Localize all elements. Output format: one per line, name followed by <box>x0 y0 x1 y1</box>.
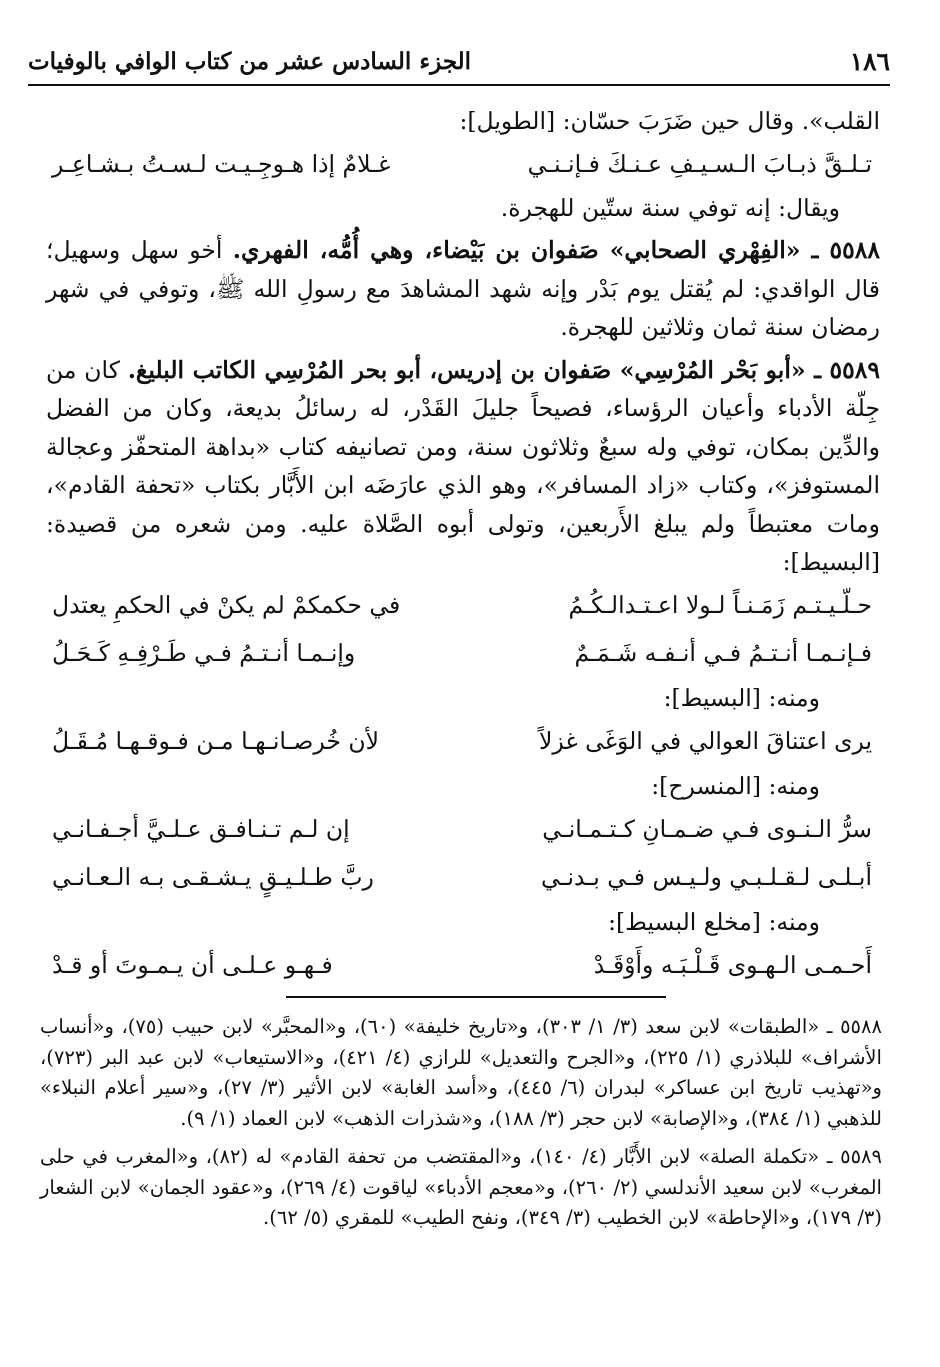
poem-verse <box>46 582 880 630</box>
page-number: ١٨٦ <box>849 46 890 76</box>
verse-second-hemistich: غـلامٌ إذا هـوجِـيـت لـسـتُ بـشـاعِـر <box>52 150 391 179</box>
verse-first-hemistich: فـإنـمـا أنـتـمُ فـي أنـفـه شَـمَـمٌ <box>574 639 872 668</box>
verse-second-hemistich: ربَّ طـلـيـقٍ يـشـقـى بـه الـعـانـي <box>52 863 374 892</box>
page-header <box>28 38 890 86</box>
verse-second-hemistich: إن لـم تـنـافـق عـلـيَّ أجـفـانـي <box>52 815 350 844</box>
entry-body: أخو سهل وسهيل؛ قال الواقدي: لم يُقتل يوم بَدْر وإنه شهد المشاهدَ مع رسولِ الله ﷺ، وتوفي في شهر رمضان سنة ثمان وثلاثين للهجرة. <box>46 236 880 341</box>
poem-verse <box>46 854 880 902</box>
text-line: القلب». وقال حين ضَرَبَ حسّان: [الطويل]: <box>459 107 880 135</box>
footnote-text: «تكملة الصلة» لابن الأَبَّار (٤/ ١٤٠)، و«المقتضب من تحفة القادم» له (٨٢)، و«المغرب في حلى المغرب» لابن سعيد الأندلسي (٢/ ٢٦٠)، و«معجم الأدباء» لياقوت (٤/ ٢٦٩)، و«عقود الجمان» لابن الشعار (٣/ ١٧٩)، و«الإحاطة» لابن الخطيب (٣/ ٣٤٩)، ونفح الطيب» للمقري (٥/ ٦٢). <box>40 1145 882 1229</box>
entry-5589 <box>46 351 880 582</box>
meter-label: ومنه: [مخلع البسيط]: <box>608 907 820 936</box>
poem-verse <box>46 942 880 990</box>
poem-verse <box>46 630 880 678</box>
entry-heading: ٥٥٨٩ ـ «أبو بَحْر المُرْسِي» صَفوان بن إدريس، أبو بحر المُرْسِي الكاتب البليغ. <box>127 355 880 384</box>
poem-verse <box>46 141 880 189</box>
verse-second-hemistich: في حكمكمْ لم يكنْ في الحكمِ يعتدل <box>52 591 401 620</box>
footnote-number: ٥٥٨٨ ـ <box>826 1015 882 1038</box>
verse-first-hemistich: يرى اعتناقَ العوالي في الوَغَى غزلاً <box>538 727 872 756</box>
verse-first-hemistich: حـلّـيـتـم زَمَـنـاً لـولا اعـتـدالـكُـمُ <box>568 591 872 620</box>
footnote-divider <box>286 996 666 998</box>
poem-verse <box>46 806 880 854</box>
footnote-text: «الطبقات» لابن سعد (٣/ ١/ ٣٠٣)، و«تاريخ خليفة» (٦٠)، و«المحبَّر» لابن حبيب (٧٥)، و«أنساب الأشراف» للبلاذري (١/ ٢٢٥)، و«الجرح والتعديل» للرازي (٤/ ٤٢١)، و«الاستيعاب» لابن عبد البر (٧٢٣)، و«تهذيب تاريخ ابن عساكر» لبدران (٦/ ٤٤٥)، و«أسد الغابة» لابن الأثير (٣/ ٢٧)، و«سير أعلام النبلاء» للذهبي (١/ ٣٨٤)، و«الإصابة» لابن حجر (٣/ ١٨٨)، و«شذرات الذهب» لابن العماد (١/ ٩). <box>40 1015 882 1130</box>
meter-label: ومنه: [البسيط]: <box>663 683 820 712</box>
verse-first-hemistich: سرُّ الـنـوى فـي ضـمـانِ كـتـمـانـي <box>542 815 872 844</box>
verse-first-hemistich: أَحـمـى الـهـوى قَـلْـبَـه وأَوْقَـدْ <box>593 951 872 980</box>
footnotes <box>40 1012 882 1242</box>
verse-second-hemistich: لأن خُرصـانـهـا مـن فـوقـهـا مُـقَـلُ <box>52 727 379 756</box>
footnote <box>40 1142 882 1234</box>
verse-first-hemistich: تـلـقَّ ذبـابَ الـسـيـفِ عـنـكَ فـإنـنـي <box>527 150 872 179</box>
entry-body: كان من جِلّة الأدباء وأعيان الرؤساء، فصيحاً جليلَ القَدْر، له رسائلُ بديعة، وكان من الفضل والدِّين بمكان، توفي وله سبعٌ وثلاثون سنة، ومن تصانيفه كتاب «بداهة المتحفّز وعجالة المستوفز»، وكتاب «زاد المسافر»، وهو الذي عارَضَه ابن الأَبَّار بكتاب «تحفة القادم»، ومات معتبطاً ولم يبلغ الأَربعين، وتولى أبوه الصَّلاة عليه. ومن شعره من قصيدة: [البسيط]: <box>46 355 880 576</box>
entry-5588 <box>46 231 880 347</box>
footnote <box>40 1012 882 1134</box>
text-line: ويقال: إنه توفي سنة ستّين للهجرة. <box>500 193 840 222</box>
footnote-number: ٥٥٨٩ ـ <box>826 1145 882 1168</box>
verse-second-hemistich: فـهـو عـلـى أن يـمـوتَ أو قـدْ <box>52 951 333 980</box>
poem-verse <box>46 718 880 766</box>
verse-first-hemistich: أبـلـى لـقـلـبـي ولـيـس فـي بـدنـي <box>541 863 872 892</box>
main-text <box>46 102 880 990</box>
entry-heading: ٥٥٨٨ ـ «الفِهْري الصحابي» صَفوان بن بَيْضاء، وهي أُمُّه، الفهري. <box>232 236 880 264</box>
meter-label: ومنه: [المنسرح]: <box>651 771 820 800</box>
running-title: الجزء السادس عشر من كتاب الوافي بالوفيات <box>28 47 472 75</box>
verse-second-hemistich: وإنـمـا أنـتـمُ فـي طَـرْفِـهِ كَـحَـلُ <box>52 639 356 668</box>
